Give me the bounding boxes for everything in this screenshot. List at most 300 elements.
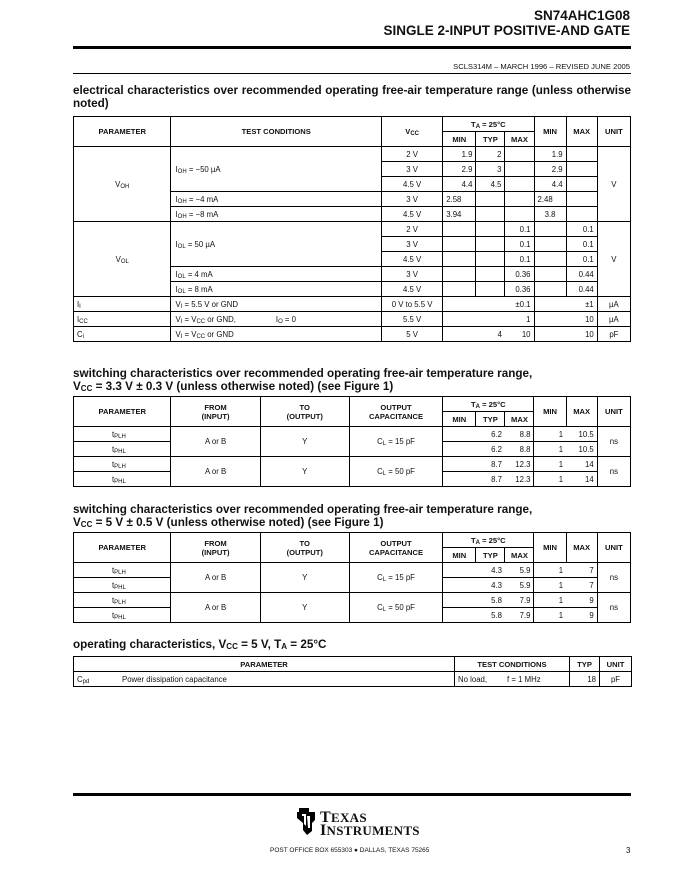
table-row — [74, 563, 631, 578]
ii-param — [74, 297, 171, 312]
cap-label: OUTPUT — [380, 538, 412, 548]
col-unit: UNIT — [600, 657, 632, 672]
cell-min — [443, 563, 476, 578]
cond-tail: or GND, — [205, 314, 236, 324]
cell-min-overall: 1 — [534, 578, 566, 593]
cell-min: 3.94 — [443, 207, 476, 222]
footer-address: POST OFFICE BOX 655303 ● DALLAS, TEXAS 75265 — [270, 847, 430, 854]
cond-value: = 4 mA — [185, 269, 213, 279]
cell-min-overall: 1 — [534, 593, 566, 608]
op-heading-tail: = 25°C — [287, 638, 327, 651]
cell-typ — [476, 282, 505, 297]
icc-unit: µA — [597, 312, 630, 327]
cell-max-overall: 0.44 — [566, 267, 597, 282]
param-sub: PHL — [114, 614, 126, 621]
cell-min — [443, 327, 476, 342]
param-tplh — [74, 563, 171, 578]
cell-max: 5.9 — [505, 578, 534, 593]
cond-value: = −50 µA — [186, 164, 221, 174]
param-symbol: t — [112, 459, 115, 469]
op-heading-sub1: CC — [226, 642, 238, 651]
col-test-conditions: TEST CONDITIONS — [171, 117, 382, 147]
electrical-characteristics-table — [73, 116, 631, 342]
cell-typ — [476, 207, 505, 222]
col-min: MIN — [443, 548, 476, 563]
heading-vcc: V — [73, 380, 81, 393]
cell-min-overall — [534, 267, 566, 282]
cell-max: 7.9 — [505, 593, 534, 608]
cell-typ: 4.3 — [476, 578, 505, 593]
icc-cond — [171, 312, 382, 327]
param-tphl — [74, 578, 171, 593]
cell-capacitance — [349, 593, 442, 623]
ti-logo-t: T — [320, 809, 331, 826]
sw5-heading-line2 — [73, 516, 631, 529]
cell-max-overall: 10.5 — [566, 427, 597, 442]
cell-max-overall: 9 — [566, 608, 597, 623]
ti-logo-line2 — [320, 824, 420, 837]
ci-unit: pF — [597, 327, 630, 342]
cell-min: 4.4 — [443, 177, 476, 192]
cell-vcc: 3 V — [382, 192, 443, 207]
col-min: MIN — [443, 412, 476, 427]
cell-min-overall: 1 — [534, 472, 566, 487]
cell-max-overall: 7 — [566, 563, 597, 578]
cell-typ: 5.8 — [476, 593, 505, 608]
col-parameter: PARAMETER — [74, 533, 171, 563]
cell-max — [505, 147, 534, 162]
col-ta-25c — [443, 397, 534, 412]
cell-max-overall: 14 — [566, 457, 597, 472]
cond-value: = 8 mA — [185, 284, 213, 294]
to-label: TO — [299, 402, 310, 412]
ti-logo-text — [320, 811, 420, 837]
cell-max: 10 — [505, 327, 534, 342]
vcc-symbol: V — [405, 127, 411, 136]
cell-vcc: 3 V — [382, 267, 443, 282]
ci-symbol: C — [77, 329, 83, 339]
cap-sub: L — [382, 577, 387, 583]
param-symbol: t — [112, 565, 115, 575]
cond-sub: OL — [177, 243, 186, 250]
cpd-conditions — [455, 672, 570, 687]
op-heading — [73, 638, 631, 651]
col-capacitance — [349, 533, 442, 563]
cell-max-overall — [566, 147, 597, 162]
cell-max-overall: ±1 — [566, 297, 597, 312]
cell-min: 2.9 — [443, 162, 476, 177]
cell-vcc: 3 V — [382, 162, 443, 177]
cell-min — [443, 312, 476, 327]
cap-symbol: C — [377, 573, 383, 582]
heading-vcc: V — [73, 516, 81, 529]
op-heading-pre: operating characteristics, V — [73, 638, 227, 651]
cond-symbol: I — [175, 194, 178, 204]
cell-min-overall: 2.9 — [534, 162, 566, 177]
col-unit: UNIT — [597, 397, 630, 427]
cell-min — [443, 608, 476, 623]
col-parameter: PARAMETER — [74, 657, 455, 672]
table-header-row — [74, 657, 632, 672]
cell-max: 12.3 — [505, 457, 534, 472]
cell-max — [505, 177, 534, 192]
cell-min-overall: 1.9 — [534, 147, 566, 162]
cell-typ: 4.3 — [476, 563, 505, 578]
cell-min-overall: 1 — [534, 442, 566, 457]
vcc-sub: CC — [410, 131, 419, 137]
cell-typ: 6.2 — [476, 442, 505, 457]
param-sub: PHL — [114, 584, 126, 591]
ta-value: = 25°C — [480, 119, 506, 129]
cond2-symbol: I — [275, 314, 279, 324]
cap-sublabel: CAPACITANCE — [368, 547, 424, 557]
cell-typ: 3 — [476, 162, 505, 177]
sw33-heading-line1: switching characteristics over recommended operating free-air temperature range, — [73, 367, 533, 380]
table-row — [74, 457, 631, 472]
cell-to: Y — [260, 457, 349, 487]
cell-min — [443, 593, 476, 608]
cell-vcc: 3 V — [382, 237, 443, 252]
table-row — [74, 672, 632, 687]
switching-33v-table — [73, 396, 631, 487]
cpd-unit: pF — [600, 672, 632, 687]
cell-max-overall: 0.44 — [566, 282, 597, 297]
cell-min-overall: 2.48 — [534, 192, 566, 207]
ta-value: = 25°C — [480, 399, 506, 409]
cell-max-overall: 0.1 — [566, 237, 597, 252]
cap-sub: L — [382, 607, 387, 613]
cell-max: 8.8 — [505, 442, 534, 457]
table-row — [74, 427, 631, 442]
heading-tail: = 3.3 V ± 0.3 V (unless otherwise noted) (see Figure 1) — [92, 380, 394, 393]
to-sublabel: (OUTPUT) — [286, 411, 323, 421]
cell-max-overall — [566, 162, 597, 177]
ti-logo-nstruments: NSTRUMENTS — [326, 823, 420, 838]
table-row — [74, 593, 631, 608]
ta-sub: A — [475, 403, 481, 410]
col-max-overall: MAX — [566, 533, 597, 563]
col-vcc — [382, 117, 443, 147]
param-symbol: t — [112, 580, 115, 590]
cond-sub2: CC — [196, 333, 206, 340]
voh-cond-8ma — [171, 207, 382, 222]
op-heading-sub2: A — [281, 642, 288, 651]
cell-min — [443, 297, 476, 312]
cell-min — [443, 282, 476, 297]
sw5-heading-line1: switching characteristics over recommended operating free-air temperature range, — [73, 503, 533, 516]
operating-characteristics-table — [73, 656, 632, 687]
param-sub: PLH — [114, 433, 126, 440]
heading-vcc-sub: CC — [80, 384, 93, 393]
param-symbol: t — [112, 474, 115, 484]
ta-symbol: T — [471, 535, 476, 545]
cell-max-overall: 7 — [566, 578, 597, 593]
param-sub: PHL — [114, 478, 126, 485]
cell-min-overall — [534, 297, 566, 312]
cell-min-overall: 1 — [534, 563, 566, 578]
col-min: MIN — [443, 132, 476, 147]
col-from — [171, 397, 260, 427]
cond-symbol: I — [175, 164, 178, 174]
cap-label: OUTPUT — [380, 402, 412, 412]
cell-min-overall: 1 — [534, 608, 566, 623]
cell-vcc: 4.5 V — [382, 177, 443, 192]
cond-sub: OH — [177, 213, 187, 220]
cell-max — [505, 162, 534, 177]
elec-heading: electrical characteristics over recommended operating free-air temperature range (unless otherwise noted) — [73, 84, 631, 110]
cond-sub: OL — [177, 288, 186, 295]
cell-unit: ns — [597, 427, 630, 457]
device-title: SINGLE 2-INPUT POSITIVE-AND GATE — [383, 23, 630, 38]
to-sublabel: (OUTPUT) — [286, 547, 323, 557]
cell-max: 0.1 — [505, 252, 534, 267]
cond2-value: = 0 — [282, 314, 296, 324]
cell-min-overall — [534, 252, 566, 267]
cell-min — [443, 222, 476, 237]
cap-sub: L — [382, 471, 387, 477]
cell-max-overall: 0.1 — [566, 222, 597, 237]
cap-value: = 50 pF — [386, 467, 415, 476]
cell-min — [443, 457, 476, 472]
cpd-symbol-cell — [77, 675, 122, 684]
cell-max: 8.8 — [505, 427, 534, 442]
part-number: SN74AHC1G08 — [533, 8, 630, 23]
cell-vcc: 2 V — [382, 222, 443, 237]
cond-sub: I — [180, 303, 183, 310]
col-ta-25c — [443, 117, 534, 132]
cell-max — [505, 192, 534, 207]
cpd-symbol: C — [77, 674, 83, 684]
cap-value: = 15 pF — [386, 573, 415, 582]
cond-value: = 50 µA — [185, 239, 216, 249]
icc-symbol: I — [77, 314, 80, 324]
header-rule — [73, 46, 631, 49]
cell-max: 0.36 — [505, 267, 534, 282]
cell-unit: ns — [597, 593, 630, 623]
table-row — [74, 222, 631, 237]
table-row — [74, 297, 631, 312]
cell-max: ±0.1 — [505, 297, 534, 312]
cond-mid: = V — [182, 329, 197, 339]
voh-cond-4ma — [171, 192, 382, 207]
col-ta-25c — [443, 533, 534, 548]
cell-max-overall: 0.1 — [566, 252, 597, 267]
cell-min-overall: 1 — [534, 427, 566, 442]
document-header — [383, 8, 630, 38]
cell-min-overall — [534, 222, 566, 237]
col-max: MAX — [505, 548, 534, 563]
cell-min: 1.9 — [443, 147, 476, 162]
icc-param — [74, 312, 171, 327]
col-to — [260, 397, 349, 427]
header-thin-rule — [73, 73, 631, 74]
cell-typ — [476, 222, 505, 237]
ta-sub: A — [475, 539, 481, 546]
cell-max-overall — [566, 207, 597, 222]
cell-typ — [476, 252, 505, 267]
cond-symbol: I — [175, 269, 178, 279]
cond-sub: OH — [177, 168, 187, 175]
cap-sublabel: CAPACITANCE — [368, 411, 424, 421]
param-symbol: t — [112, 595, 115, 605]
col-parameter: PARAMETER — [74, 397, 171, 427]
footer-rule — [73, 793, 631, 796]
table-header-row — [74, 533, 631, 548]
from-label: FROM — [204, 538, 227, 548]
col-max-overall: MAX — [566, 117, 597, 147]
cell-max-overall: 14 — [566, 472, 597, 487]
col-typ: TYP — [476, 548, 505, 563]
voh-param — [74, 147, 171, 222]
cell-min — [443, 237, 476, 252]
to-label: TO — [299, 538, 310, 548]
cell-typ — [476, 237, 505, 252]
cond-sub2: CC — [196, 318, 206, 325]
cell-min: 2.58 — [443, 192, 476, 207]
cap-symbol: C — [377, 437, 383, 446]
cell-from: A or B — [171, 457, 260, 487]
cond-symbol: I — [175, 239, 178, 249]
cell-min — [443, 472, 476, 487]
voh-unit: V — [597, 147, 630, 222]
ti-logo-icon — [295, 806, 319, 836]
cell-min — [443, 442, 476, 457]
voh-sub: OH — [120, 183, 130, 190]
col-typ: TYP — [570, 657, 600, 672]
from-label: FROM — [204, 402, 227, 412]
cell-capacitance — [349, 563, 442, 593]
cell-min — [443, 267, 476, 282]
cell-unit: ns — [597, 563, 630, 593]
param-sub: PLH — [114, 463, 126, 470]
vol-cond-4ma — [171, 267, 382, 282]
cap-sub: L — [382, 441, 387, 447]
col-max: MAX — [505, 132, 534, 147]
vol-symbol: V — [115, 254, 121, 264]
param-symbol: t — [112, 444, 115, 454]
param-tplh — [74, 427, 171, 442]
cell-max-overall — [566, 177, 597, 192]
cell-from: A or B — [171, 593, 260, 623]
table-header-row — [74, 117, 631, 132]
cond-value: = 5.5 V or GND — [182, 299, 239, 309]
cell-vcc: 2 V — [382, 147, 443, 162]
col-min-overall: MIN — [534, 117, 566, 147]
cell-to: Y — [260, 563, 349, 593]
cell-typ: 5.8 — [476, 608, 505, 623]
param-tphl — [74, 608, 171, 623]
cpd-description: Power dissipation capacitance — [122, 674, 227, 684]
cap-value: = 15 pF — [386, 437, 415, 446]
col-max: MAX — [505, 412, 534, 427]
cell-from: A or B — [171, 427, 260, 457]
cond-sub: OL — [177, 273, 186, 280]
vol-unit: V — [597, 222, 630, 297]
cell-typ: 4 — [476, 327, 505, 342]
table-row — [74, 312, 631, 327]
cell-vcc: 4.5 V — [382, 252, 443, 267]
cond-tail: or GND — [205, 329, 234, 339]
param-symbol: t — [112, 610, 115, 620]
cell-vcc: 5 V — [382, 327, 443, 342]
cpd-typ: 18 — [570, 672, 600, 687]
op-heading-mid: = 5 V, T — [237, 638, 282, 651]
cell-from: A or B — [171, 563, 260, 593]
param-sub: PHL — [114, 448, 126, 455]
ci-sub: i — [82, 333, 84, 340]
cell-typ: 6.2 — [476, 427, 505, 442]
vol-cond-50ua — [171, 222, 382, 267]
param-tplh — [74, 457, 171, 472]
cell-max-overall: 10.5 — [566, 442, 597, 457]
cell-min — [443, 252, 476, 267]
param-tplh — [74, 593, 171, 608]
cell-max: 1 — [505, 312, 534, 327]
voh-cond-50ua — [171, 147, 382, 192]
cell-max: 7.9 — [505, 608, 534, 623]
vol-cond-8ma — [171, 282, 382, 297]
cell-vcc: 5.5 V — [382, 312, 443, 327]
cell-max: 0.1 — [505, 222, 534, 237]
ti-logo-i: I — [320, 822, 327, 839]
cell-max: 12.3 — [505, 472, 534, 487]
cond-symbol: I — [175, 209, 178, 219]
cell-min-overall: 4.4 — [534, 177, 566, 192]
cpd-sub: pd — [82, 678, 90, 685]
cpd-param — [74, 672, 455, 687]
ci-cond — [171, 327, 382, 342]
cell-typ — [476, 297, 505, 312]
param-sub: PLH — [114, 569, 126, 576]
cell-capacitance — [349, 427, 442, 457]
cell-typ: 8.7 — [476, 472, 505, 487]
cond-symbol: I — [175, 284, 178, 294]
doc-reference: SCLS314M – MARCH 1996 – REVISED JUNE 2005 — [453, 62, 630, 71]
cpd-cond-load: No load, — [458, 674, 488, 684]
heading-tail: = 5 V ± 0.5 V (unless otherwise noted) (see Figure 1) — [92, 516, 384, 529]
cond-sub: OH — [177, 198, 187, 205]
cell-typ: 4.5 — [476, 177, 505, 192]
cell-min-overall — [534, 327, 566, 342]
cell-typ: 8.7 — [476, 457, 505, 472]
cell-max-overall: 9 — [566, 593, 597, 608]
cell-min-overall — [534, 312, 566, 327]
table-row — [74, 327, 631, 342]
cell-unit: ns — [597, 457, 630, 487]
cell-min-overall — [534, 282, 566, 297]
col-max-overall: MAX — [566, 397, 597, 427]
cell-min-overall — [534, 237, 566, 252]
cell-to: Y — [260, 593, 349, 623]
from-sublabel: (INPUT) — [201, 411, 230, 421]
cell-max: 0.36 — [505, 282, 534, 297]
cell-typ: 2 — [476, 147, 505, 162]
cap-value: = 50 pF — [386, 603, 415, 612]
param-sub: PLH — [114, 599, 126, 606]
page-number: 3 — [626, 846, 631, 855]
cond-sub: I — [180, 333, 183, 340]
cell-capacitance — [349, 457, 442, 487]
col-unit: UNIT — [597, 533, 630, 563]
param-tphl — [74, 472, 171, 487]
from-sublabel: (INPUT) — [201, 547, 230, 557]
cell-vcc: 0 V to 5.5 V — [382, 297, 443, 312]
cpd-cond-freq: f = 1 MHz — [507, 674, 541, 684]
voh-symbol: V — [115, 179, 121, 189]
icc-sub: CC — [79, 318, 88, 325]
ti-logo-exas: EXAS — [330, 810, 367, 825]
ii-symbol: I — [77, 299, 80, 309]
